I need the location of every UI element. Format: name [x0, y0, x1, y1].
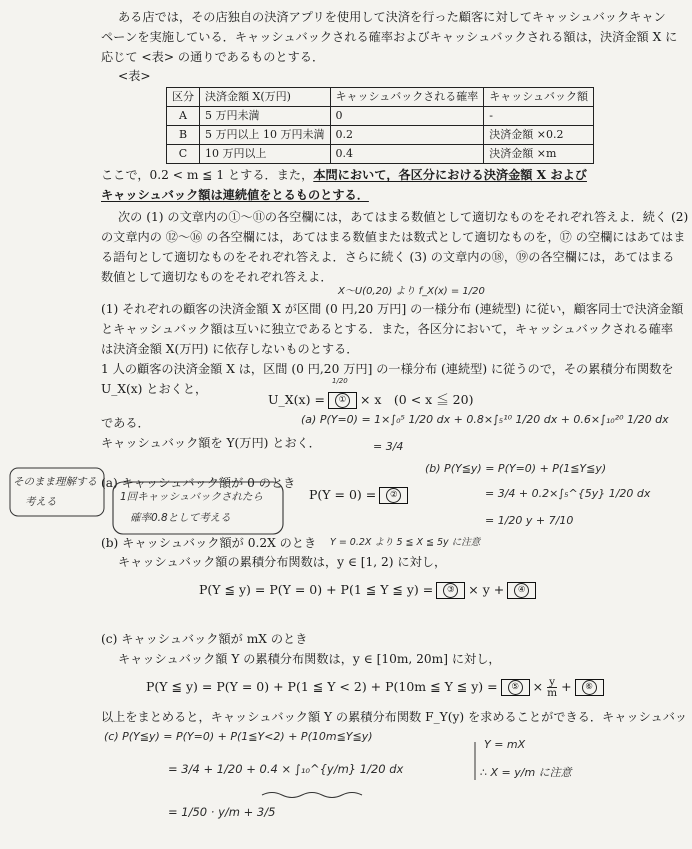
instructions-line-2: の文章内の ⑫〜⑯ の各空欄には，あてはまる数値または数式として適切なものを，⑰ の空欄にはあてはま [101, 230, 686, 244]
part1-line-3: は決済金額 X(万円) に依存しないものとする． [101, 342, 359, 356]
part1-line-6: である． [101, 416, 150, 430]
equation-ux [268, 390, 473, 409]
table-cell: 決済金額 ×m [484, 145, 594, 164]
handwritten-c-work-2: = 3/4 + 1/20 + 0.4 × ∫₁₀^{y/m} 1/20 dx [168, 762, 404, 776]
conditions-line-2: キャッシュバック額は連続値をとるものとする． [101, 188, 369, 202]
handwritten-b-work-3: = 1/20 y + 7/10 [485, 514, 574, 527]
handwritten-c-side-1: Y = mX [484, 738, 526, 751]
table-cell: 決済金額 ×0.2 [484, 126, 594, 145]
blank-3[interactable]: ③ [436, 582, 465, 599]
table-cell: C [167, 145, 200, 164]
instructions-line-4: 数値として適切なものをそれぞれ答えよ． [101, 270, 333, 284]
blank-6[interactable]: ⑥ [575, 679, 604, 696]
table-cell: 5 万円未満 [200, 107, 331, 126]
table-row [167, 126, 594, 145]
table-header-cell: 決済金額 X(万円) [200, 88, 331, 107]
handwritten-b-work-1: (b) P(Y≦y) = P(Y=0) + P(1≦Y≦y) [425, 462, 607, 475]
intro-line-2: ペーンを実施している．キャッシュバックされる確率およびキャッシュバックされる額は，決済金額 X に [101, 30, 678, 44]
table-cell: 0 [330, 107, 484, 126]
instructions-line-3: る語句として適切なものをそれぞれ答えよ．さらに続く (3) の文章内の⑱，⑲の各空欄には，あてはまる [101, 250, 675, 264]
intro-line-1: ある店では，その店独自の決済アプリを使用して決済を行った顧客に対してキャッシュバックキャン [118, 10, 666, 24]
handwritten-a-work-2: = 3/4 [373, 440, 404, 453]
case-b-description: キャッシュバック額の累積分布関数は，y ∈ [1, 2) に対し， [118, 555, 447, 569]
case-c-equation: P(Y ≦ y) = P(Y = 0) + P(1 ≦ Y < 2) + P(10m ≦ Y ≦ y) = ⑤ × $\frac{y}{m}$ + ⑥ [146, 677, 607, 698]
table-header-cell: 区分 [167, 88, 200, 107]
table-cell: 0.2 [330, 126, 484, 145]
handwritten-box-note-1: 1回キャッシュバックされたら [120, 491, 263, 503]
conditions-emphasis: 本問において，各区分における決済金額 X および [313, 168, 587, 182]
case-c-title: (c) キャッシュバック額が mX のとき [101, 632, 308, 646]
handwritten-c-work-1: (c) P(Y≦y) = P(Y=0) + P(1≦Y<2) + P(10m≦Y≦y) [104, 730, 373, 743]
table-cell: 0.4 [330, 145, 484, 164]
case-b-equation: P(Y ≦ y) = P(Y = 0) + P(1 ≦ Y ≦ y) = ③ × y + ④ [199, 580, 539, 599]
part1-line-7: キャッシュバック額を Y(万円) とおく． [101, 436, 321, 450]
table-cell: - [484, 107, 594, 126]
handwritten-b-note: Y = 0.2X より 5 ≦ X ≦ 5y に注意 [330, 537, 481, 548]
table-cell: A [167, 107, 200, 126]
equation-ux-rest: × x (0 < x ≦ 20) [359, 392, 474, 407]
conditions-line-1 [101, 166, 587, 185]
table-row [167, 107, 594, 126]
table-cell: 5 万円以上 10 万円未満 [200, 126, 331, 145]
conditions-text: ここで，0.2 < m ≦ 1 とする．また， [101, 168, 314, 182]
blank-1[interactable]: ① [328, 392, 357, 409]
table-header-cell: キャッシュバック額 [484, 88, 594, 107]
handwritten-top-note: X〜U(0,20) より f_X(x) = 1/20 [338, 286, 485, 297]
intro-line-3: 応じて <表> の通りであるものとする． [101, 50, 325, 64]
case-b-title: (b) キャッシュバック額が 0.2X のとき [101, 536, 317, 550]
instructions-line-1: 次の (1) の文章内の①〜⑪の各空欄には，あてはまる数値として適切なものをそれぞれ答えよ．続く (2) [118, 210, 689, 224]
handwritten-b-work-2: = 3/4 + 0.2×∫₅^{5y} 1/20 dx [485, 487, 651, 500]
case-a-equation: P(Y = 0) = ② [309, 485, 411, 504]
case-c-description: キャッシュバック額 Y の累積分布関数は，y ∈ [10m, 20m] に対し， [118, 652, 501, 666]
handwritten-box-note-2: 確率0.8として考える [130, 512, 231, 524]
blank-2[interactable]: ② [379, 487, 408, 504]
table-row [167, 145, 594, 164]
part1-line-2: とキャッシュバック額は互いに独立であるとする．また，各区分において，キャッシュバックされる確率 [101, 322, 674, 336]
table-header-row [167, 88, 594, 107]
table-header-cell: キャッシュバックされる確率 [330, 88, 484, 107]
handwritten-c-work-3: = 1/50 · y/m + 3/5 [168, 805, 276, 819]
cashback-table [166, 87, 594, 164]
blank-5[interactable]: ⑤ [501, 679, 530, 696]
wavy-underline [262, 793, 362, 798]
handwritten-left-note-1: そのまま理解する [13, 476, 97, 488]
summary-line: 以上をまとめると，キャッシュバック額 Y の累積分布関数 F_Y(y) を求めることができる．キャッシュバッ [101, 710, 688, 724]
blank-4[interactable]: ④ [507, 582, 536, 599]
equation-ux-lhs: U_X(x) = [268, 392, 325, 407]
part1-line-5: U_X(x) とおくと， [101, 382, 208, 396]
handwritten-a-work-1: (a) P(Y=0) = 1×∫₀⁵ 1/20 dx + 0.8×∫₅¹⁰ 1/20 dx + 0.6×∫₁₀²⁰ 1/20 dx [301, 413, 669, 426]
case-a-title: (a) キャッシュバック額が 0 のとき [101, 476, 296, 490]
part1-line-1: (1) それぞれの顧客の決済金額 X が区間 (0 円,20 万円] の一様分布 (連続型) に従い，顧客同士で決済金額 [101, 302, 684, 316]
handwritten-eq1-note: 1/20 [332, 377, 348, 385]
handwritten-c-side-2: ∴ X = y/m に注意 [480, 766, 572, 779]
part1-line-4: 1 人の顧客の決済金額 X は，区間 (0 円,20 万円] の一様分布 (連続型) に従うので，その累積分布関数を [101, 362, 674, 376]
table-caption: <表> [118, 69, 151, 83]
fraction-y-over-m: $\frac{y}{m}$ [547, 676, 558, 699]
handwritten-left-note-2: 考える [25, 496, 57, 508]
table-cell: B [167, 126, 200, 145]
table-cell: 10 万円以上 [200, 145, 331, 164]
